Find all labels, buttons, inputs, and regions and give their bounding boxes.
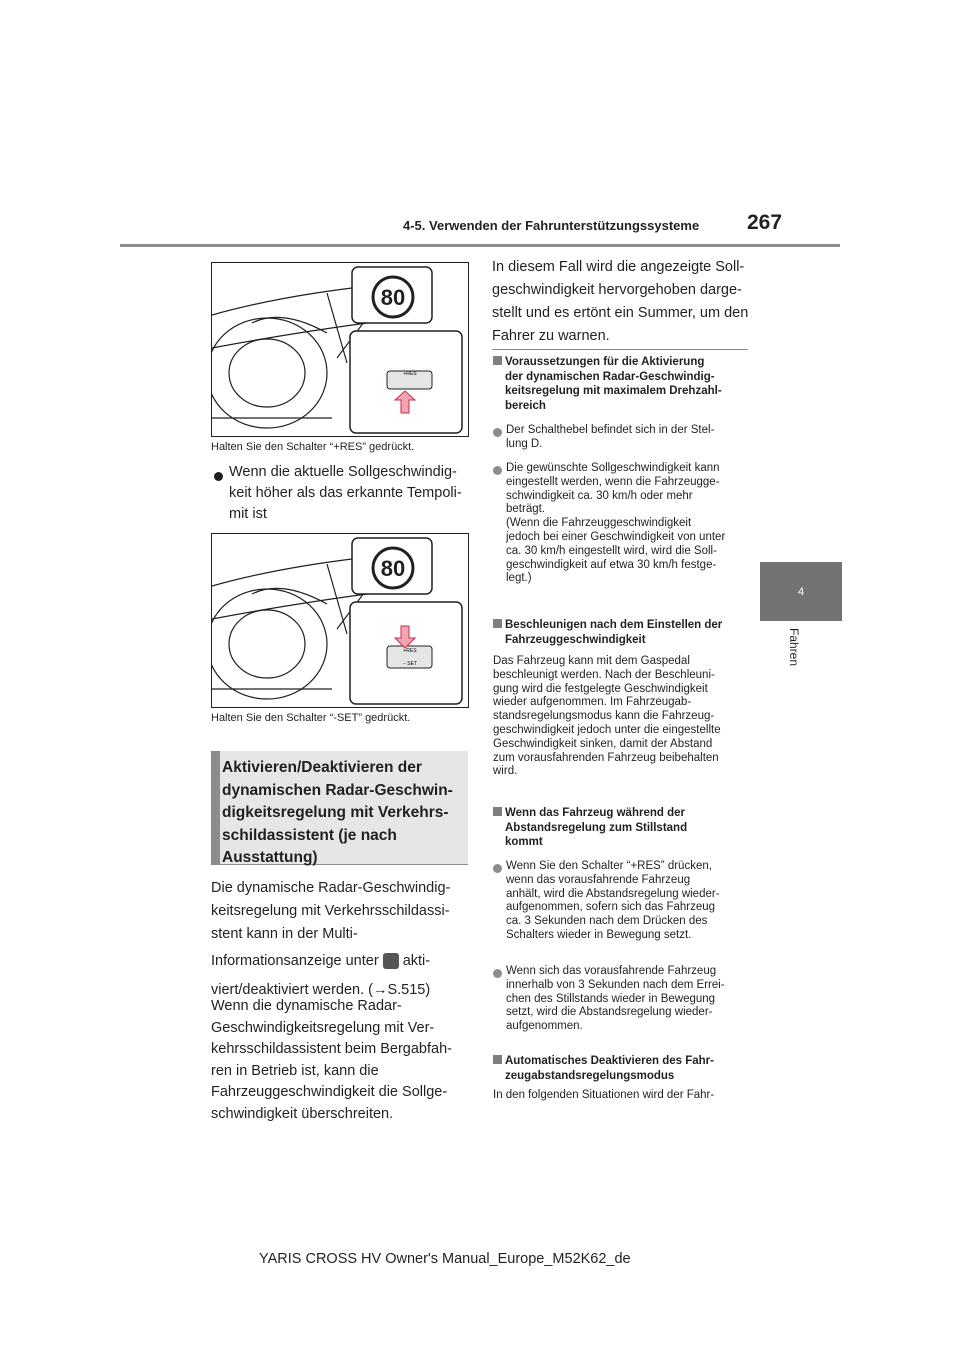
intro-paragraph: In diesem Fall wird die angezeigte Soll- geschwindigkeit hervorgehoben darge- stellt und es ertönt ein Summer, um den Fahrer zu warnen. (492, 259, 749, 344)
dashboard-illustration (212, 263, 468, 436)
subheading-2: Beschleunigen nach dem Einstellen der Fahrzeuggeschwindigkeit (493, 618, 722, 647)
bullet-text-1: Wenn die aktuelle Sollgeschwindig- keit höher als das erkannte Tempoli- mit ist (229, 464, 462, 522)
square-bullet-icon (493, 619, 502, 628)
speed-limit-value: 80 (380, 556, 406, 581)
square-bullet-icon (493, 807, 502, 816)
bullet-b1: Der Schalthebel befindet sich in der Stel- lung D. (506, 424, 715, 450)
bullet-dot (493, 428, 502, 437)
chapter-tab[interactable] (760, 562, 842, 621)
paragraph-1: Die dynamische Radar-Geschwindig- keitsregelung mit Verkehrsschildassi- stent kann in der Multi- Informationsanzeige unter akti- viert/deaktiviert werden. (→S.515) (211, 880, 451, 998)
bullet-dot (493, 864, 502, 873)
speed-limit-value: 80 (380, 285, 406, 310)
square-bullet-icon (493, 356, 502, 365)
subheading-4: Automatisches Deaktivieren des Fahr- zeugabstandsregelungsmodus (493, 1054, 714, 1083)
section-heading: Aktivieren/Deaktivieren der dynamischen Radar-Geschwin- digkeitsregelung mit Verkehrs- schildassistent (je nach Ausstattung) (222, 759, 453, 866)
caption-fig1: Halten Sie den Schalter “+RES” gedrückt. (211, 441, 415, 453)
header-rule (120, 244, 840, 247)
paragraph-2: Wenn die dynamische Radar- Geschwindigkeitsregelung mit Ver- kehrsschildassistent beim Bergabfah- ren in Betrieb ist, kann die Fahrzeuggeschwindigkeit die Sollge- schwindigkeit überschreiten. (211, 998, 452, 1122)
paragraph-p4: In den folgenden Situationen wird der Fahr- (493, 1089, 715, 1101)
res-label: +RES (403, 371, 417, 377)
caption-fig2: Halten Sie den Schalter “-SET” gedrückt. (211, 712, 411, 724)
bullet-dot (493, 466, 502, 475)
chapter-label: Fahren (787, 628, 801, 667)
figure-res-button (211, 262, 469, 437)
bullet-b4: Wenn sich das vorausfahrende Fahrzeug innerhalb von 3 Sekunden nach dem Errei- chen des Stillstands wieder in Bewegung setzt, wird die Abstandsregelung wieder- aufgenommen. (506, 965, 725, 1033)
subheading-3: Wenn das Fahrzeug während der Abstandsregelung zum Stillstand kommt (493, 806, 687, 850)
paragraph-p2: Das Fahrzeug kann mit dem Gaspedal beschleunigt werden. Nach der Beschleuni- gung wird die festgelegte Geschwindigkeit wieder aufgenommen. Im Fahrzeugab- standsregelungsmodus kann die Fahrzeug- geschwindigkeit jedoch unter die eingestellte Geschwindigkeit sinken, damit der Abstand zum vorausfahrenden Fahrzeug beibehalten wird. (493, 655, 721, 778)
page-number: 267 (747, 211, 783, 234)
subheading-1: Voraussetzungen für die Aktivierung der dynamischen Radar-Geschwindig- keitsregelung mit maximalem Drehzahl- bereich (493, 355, 722, 413)
set-label: − SET (402, 661, 418, 667)
bullet-dot (493, 969, 502, 978)
dashboard-illustration (212, 534, 468, 707)
footer-manual-id: YARIS CROSS HV Owner's Manual_Europe_M52K62_de (259, 1251, 631, 1267)
bullet-b2: Die gewünschte Sollgeschwindigkeit kann eingestellt werden, wenn die Fahrzeugge- schwindigkeit ca. 30 km/h oder mehr beträgt. (Wenn die Fahrzeuggeschwindigkeit jedoch bei einer Geschwindigkeit von unter ca. 30 km/h eingestellt wird, wird die Soll- geschwindigkeit auf etwa 30 km/h festge- legt.) (506, 462, 726, 585)
gear-icon (383, 953, 399, 969)
bullet-b3: Wenn Sie den Schalter “+RES” drücken, wenn das vorausfahrende Fahrzeug anhält, wird die Abstandsregelung wieder- aufgenommen, sofern sich das Fahrzeug ca. 3 Sekunden nach dem Drücken des Schalters wieder in Bewegung setzt. (506, 860, 720, 941)
res-label: +RES (403, 648, 417, 654)
section-header-title: 4-5. Verwenden der Fahrunterstützungssysteme (403, 218, 700, 233)
divider (492, 349, 748, 350)
bullet-dot (214, 472, 223, 481)
square-bullet-icon (493, 1055, 502, 1064)
figure-set-button (211, 533, 469, 708)
chapter-number: 4 (797, 585, 805, 598)
